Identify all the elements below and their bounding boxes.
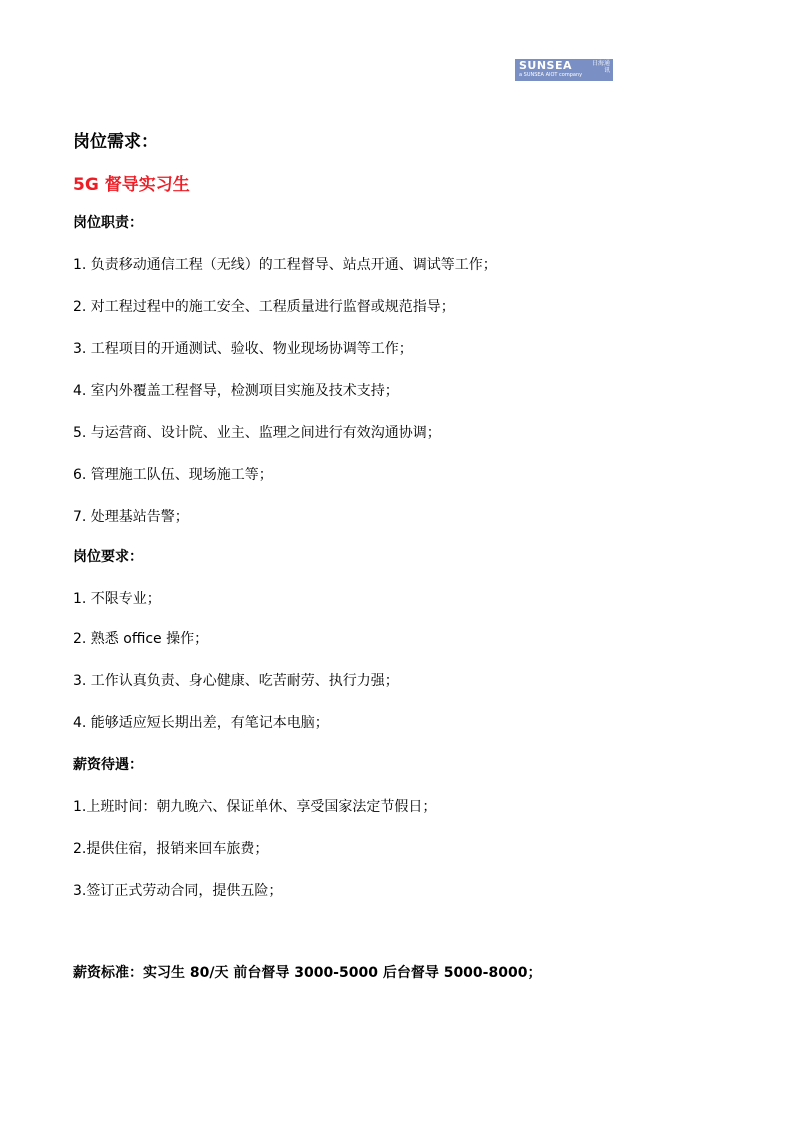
logo-brand: SUNSEA [519,59,573,72]
requirement-item: 2. 熟悉 office 操作； [73,631,209,647]
logo-tagline: a SUNSEA AIOT company [519,72,583,78]
benefit-item: 2.提供住宿，报销来回车旅费； [73,841,269,857]
benefit-item: 1.上班时间：朝九晚六、保证单休、享受国家法定节假日； [73,799,437,815]
benefit-item: 3.签订正式劳动合同，提供五险； [73,883,283,899]
logo-brand-cn: 日海通讯 [591,60,610,74]
duty-item: 2. 对工程过程中的施工安全、工程质量进行监督或规范指导； [73,299,455,315]
company-logo [515,59,613,81]
duty-item: 3. 工程项目的开通测试、验收、物业现场协调等工作； [73,341,413,357]
duty-item: 6. 管理施工队伍、现场施工等； [73,467,273,483]
duty-item: 5. 与运营商、设计院、业主、监理之间进行有效沟通协调； [73,425,441,441]
benefits-title: 薪资待遇： [73,757,143,773]
requirement-item: 4. 能够适应短长期出差，有笔记本电脑； [73,715,329,731]
position-title: 5G 督导实习生 [73,175,190,195]
duty-item: 1. 负责移动通信工程（无线）的工程督导、站点开通、调试等工作； [73,257,497,273]
duty-item: 7. 处理基站告警； [73,509,189,525]
duties-title: 岗位职责： [73,215,143,231]
salary-standard: 薪资标准：实习生 80/天 前台督导 3000-5000 后台督导 5000-8000； [73,965,542,981]
requirement-item: 1. 不限专业； [73,591,161,607]
requirements-title: 岗位要求： [73,549,143,565]
duty-item: 4. 室内外覆盖工程督导，检测项目实施及技术支持； [73,383,399,399]
requirement-item: 3. 工作认真负责、身心健康、吃苦耐劳、执行力强； [73,673,399,689]
page-heading: 岗位需求： [73,132,158,152]
